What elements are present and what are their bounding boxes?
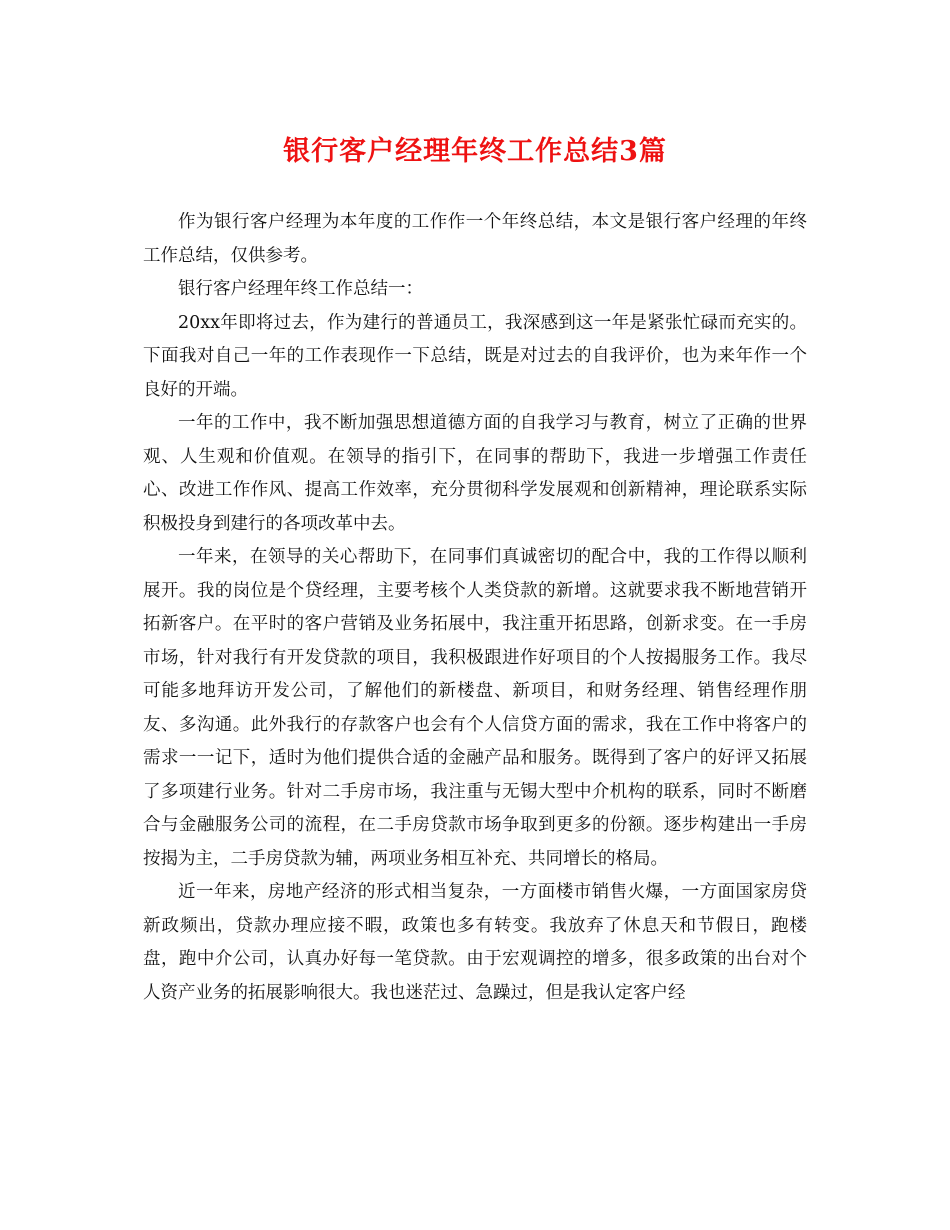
paragraph: 一年的工作中，我不断加强思想道德方面的自我学习与教育，树立了正确的世界观、人生观和价值观。在领导的指引下，在同事的帮助下，我进一步增强工作责任心、改进工作作风、提高工作效率，充分贯彻科学发展观和创新精神，理论联系实际积极投身到建行的各项改革中去。 — [143, 413, 807, 534]
paragraph: 近一年来，房地产经济的形式相当复杂，一方面楼市销售火爆，一方面国家房贷新政频出，贷款办理应接不暇，政策也多有转变。我放弃了休息天和节假日，跑楼盘，跑中介公司，认真办好每一笔贷款。由于宏观调控的增多，很多政策的出台对个人资产业务的拓展影响很大。我也迷茫过、急躁过，但是我认定客户经 — [143, 882, 807, 1003]
paragraph-intro: 作为银行客户经理为本年度的工作作一个年终总结，本文是银行客户经理的年终工作总结，仅供参考。 — [143, 212, 807, 266]
document-body — [143, 206, 807, 1010]
document-title: 银行客户经理年终工作总结3篇 — [283, 136, 667, 167]
paragraph-section-heading: 银行客户经理年终工作总结一： — [178, 279, 423, 299]
paragraph: 20xx年即将过去，作为建行的普通员工，我深感到这一年是紧张忙碌而充实的。下面我对自己一年的工作表现作一下总结，既是对过去的自我评价，也为来年作一个良好的开端。 — [143, 312, 807, 400]
paragraph: 一年来，在领导的关心帮助下，在同事们真诚密切的配合中，我的工作得以顺利展开。我的岗位是个贷经理，主要考核个人类贷款的新增。这就要求我不断地营销开拓新客户。在平时的客户营销及业务拓展中，我注重开拓思路，创新求变。在一手房市场，针对我行有开发贷款的项目，我积极跟进作好项目的个人按揭服务工作。我尽可能多地拜访开发公司，了解他们的新楼盘、新项目，和财务经理、销售经理作朋友、多沟通。此外我行的存款客户也会有个人信贷方面的需求，我在工作中将客户的需求一一记下，适时为他们提供合适的金融产品和服务。既得到了客户的好评又拓展了多项建行业务。针对二手房市场，我注重与无锡大型中介机构的联系，同时不断磨合与金融服务公司的流程，在二手房贷款市场争取到更多的份额。逐步构建出一手房按揭为主，二手房贷款为辅，两项业务相互补充、共同增长的格局。 — [143, 547, 807, 869]
